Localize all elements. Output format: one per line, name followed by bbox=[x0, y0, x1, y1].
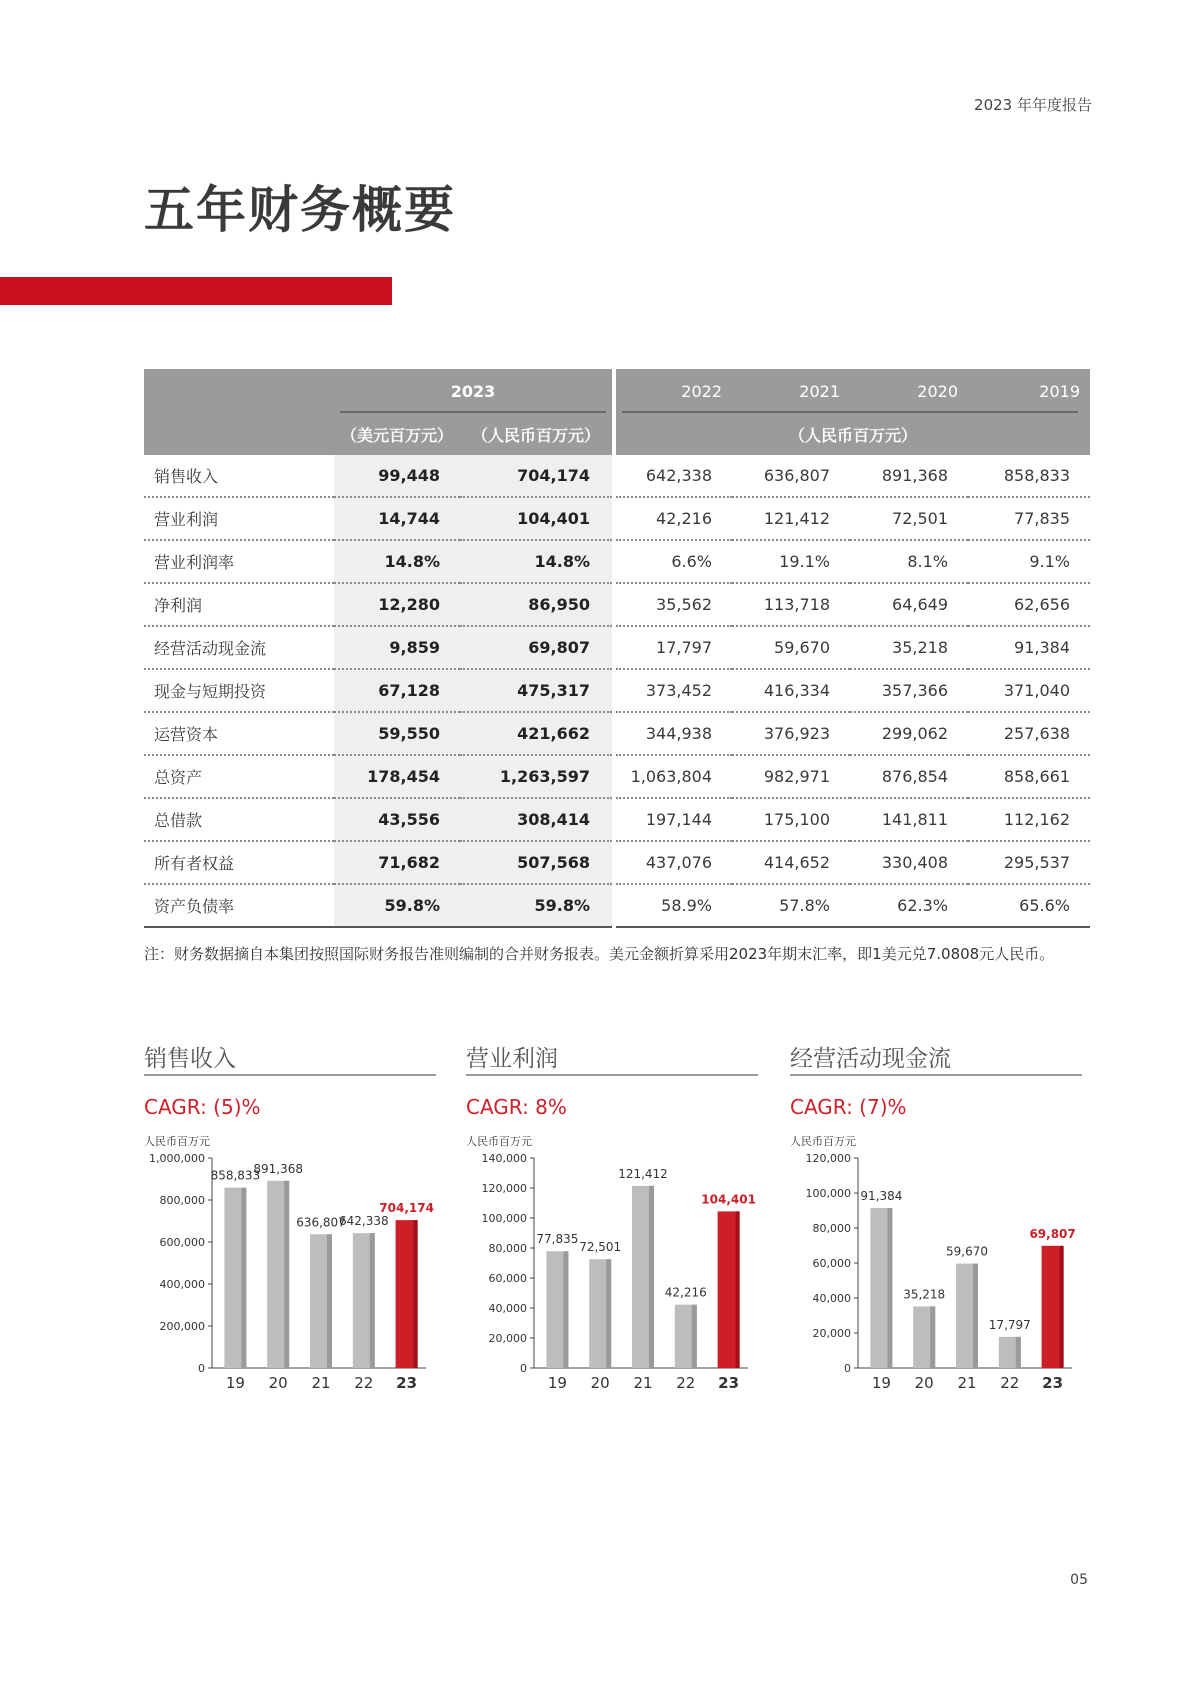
cell-2023: 86,950 bbox=[460, 583, 614, 626]
bar-shade bbox=[606, 1259, 611, 1368]
row-label: 总资产 bbox=[144, 755, 334, 798]
x-tick-label: 19 bbox=[225, 1374, 245, 1392]
bar-shade bbox=[370, 1233, 375, 1368]
cell-value: 858,833 bbox=[968, 455, 1090, 497]
financial-summary-table bbox=[144, 369, 1090, 928]
year-2023-header: 2023 bbox=[334, 369, 614, 413]
y-tick-label: 100,000 bbox=[805, 1187, 851, 1200]
cell-value: 858,661 bbox=[968, 755, 1090, 798]
cell-value: 257,638 bbox=[968, 712, 1090, 755]
cell-2023: 67,128 bbox=[334, 669, 460, 712]
row-label: 经营活动现金流 bbox=[144, 626, 334, 669]
bar-shade bbox=[241, 1188, 246, 1368]
chart-title: 销售收入 bbox=[144, 1046, 236, 1072]
cell-2023: 308,414 bbox=[460, 798, 614, 841]
year-header: 2019 bbox=[968, 369, 1090, 413]
cell-value: 77,835 bbox=[968, 497, 1090, 540]
cell-2023: 14,744 bbox=[334, 497, 460, 540]
cell-value: 299,062 bbox=[850, 712, 968, 755]
page-title: 五年财务概要 bbox=[144, 181, 456, 239]
y-tick-label: 20,000 bbox=[488, 1332, 527, 1345]
cell-2023: 475,317 bbox=[460, 669, 614, 712]
unit-rmb: （人民币百万元） bbox=[460, 413, 614, 455]
cell-2023: 12,280 bbox=[334, 583, 460, 626]
chart-operating-cash-flow bbox=[790, 1040, 1082, 1420]
value-label: 17,797 bbox=[988, 1317, 1031, 1332]
cell-value: 62.3% bbox=[850, 884, 968, 927]
unit-label: 人民币百万元 bbox=[466, 1135, 532, 1148]
x-tick-label: 21 bbox=[957, 1374, 977, 1392]
chart-title: 经营活动现金流 bbox=[790, 1046, 951, 1072]
x-tick-label: 21 bbox=[633, 1374, 653, 1392]
cell-value: 197,144 bbox=[614, 798, 732, 841]
footnote: 注：财务数据摘自本集团按照国际财务报告准则编制的合并财务报表。美元金额折算采用2023年期末汇率，即1美元兑7.0808元人民币。 bbox=[144, 945, 1055, 963]
table-header-units bbox=[144, 413, 1090, 455]
bar-shade bbox=[327, 1234, 332, 1368]
cell-value: 35,218 bbox=[850, 626, 968, 669]
row-label: 营业利润率 bbox=[144, 540, 334, 583]
year-header: 2020 bbox=[850, 369, 968, 413]
x-tick-label: 20 bbox=[268, 1374, 288, 1392]
value-label: 69,807 bbox=[1029, 1226, 1076, 1241]
unit-rmb-other: （人民币百万元） bbox=[614, 413, 1090, 455]
cell-value: 57.8% bbox=[732, 884, 850, 927]
cagr-label: CAGR: (5)% bbox=[144, 1095, 261, 1119]
value-label: 42,216 bbox=[664, 1285, 707, 1300]
cell-value: 642,338 bbox=[614, 455, 732, 497]
cell-2023: 43,556 bbox=[334, 798, 460, 841]
cell-value: 91,384 bbox=[968, 626, 1090, 669]
y-tick-label: 140,000 bbox=[481, 1152, 527, 1165]
table-row bbox=[144, 626, 1090, 669]
y-tick-label: 60,000 bbox=[488, 1272, 527, 1285]
cell-value: 35,562 bbox=[614, 583, 732, 626]
cell-value: 891,368 bbox=[850, 455, 968, 497]
value-label: 35,218 bbox=[903, 1287, 946, 1302]
cell-value: 982,971 bbox=[732, 755, 850, 798]
y-tick-label: 40,000 bbox=[812, 1292, 851, 1305]
bar-chart-svg bbox=[144, 1150, 436, 1390]
table-row bbox=[144, 669, 1090, 712]
year-header: 2022 bbox=[614, 369, 732, 413]
cell-value: 344,938 bbox=[614, 712, 732, 755]
cell-2023: 507,568 bbox=[460, 841, 614, 884]
row-label: 资产负债率 bbox=[144, 884, 334, 927]
y-tick-label: 120,000 bbox=[805, 1152, 851, 1165]
value-label: 91,384 bbox=[860, 1189, 903, 1204]
row-label: 营业利润 bbox=[144, 497, 334, 540]
value-label: 704,174 bbox=[379, 1201, 434, 1216]
bar-shade bbox=[973, 1264, 978, 1368]
table-row bbox=[144, 884, 1090, 927]
cell-value: 8.1% bbox=[850, 540, 968, 583]
y-tick-label: 80,000 bbox=[812, 1222, 851, 1235]
table-row bbox=[144, 712, 1090, 755]
y-tick-label: 100,000 bbox=[481, 1212, 527, 1225]
cell-value: 295,537 bbox=[968, 841, 1090, 884]
value-label: 77,835 bbox=[536, 1232, 579, 1247]
value-label: 59,670 bbox=[946, 1244, 988, 1259]
value-label: 636,807 bbox=[296, 1215, 346, 1230]
cell-value: 357,366 bbox=[850, 669, 968, 712]
unit-usd: （美元百万元） bbox=[334, 413, 460, 455]
y-tick-label: 60,000 bbox=[812, 1257, 851, 1270]
cell-value: 65.6% bbox=[968, 884, 1090, 927]
cell-value: 59,670 bbox=[732, 626, 850, 669]
bar-chart-svg bbox=[466, 1150, 758, 1390]
y-tick-label: 1,000,000 bbox=[149, 1152, 205, 1165]
y-tick-label: 0 bbox=[520, 1362, 527, 1375]
y-tick-label: 600,000 bbox=[159, 1236, 205, 1249]
cell-2023: 178,454 bbox=[334, 755, 460, 798]
report-header: 2023 年年度报告 bbox=[974, 96, 1092, 114]
cell-value: 414,652 bbox=[732, 841, 850, 884]
cell-2023: 104,401 bbox=[460, 497, 614, 540]
cell-2023: 99,448 bbox=[334, 455, 460, 497]
table-row bbox=[144, 455, 1090, 497]
cell-value: 876,854 bbox=[850, 755, 968, 798]
y-tick-label: 120,000 bbox=[481, 1182, 527, 1195]
x-tick-label: 22 bbox=[676, 1374, 696, 1392]
cell-value: 42,216 bbox=[614, 497, 732, 540]
x-tick-label: 23 bbox=[1042, 1374, 1064, 1392]
cell-2023: 59.8% bbox=[334, 884, 460, 927]
bar-shade bbox=[1060, 1246, 1064, 1368]
cell-value: 330,408 bbox=[850, 841, 968, 884]
value-label: 72,501 bbox=[579, 1240, 622, 1255]
cell-value: 437,076 bbox=[614, 841, 732, 884]
cell-value: 72,501 bbox=[850, 497, 968, 540]
cagr-label: CAGR: 8% bbox=[466, 1095, 567, 1119]
row-label: 运营资本 bbox=[144, 712, 334, 755]
y-tick-label: 80,000 bbox=[488, 1242, 527, 1255]
bar-shade bbox=[649, 1186, 654, 1368]
y-tick-label: 200,000 bbox=[159, 1320, 205, 1333]
row-label: 所有者权益 bbox=[144, 841, 334, 884]
x-tick-label: 23 bbox=[718, 1374, 740, 1392]
bar-shade bbox=[736, 1211, 740, 1368]
table-body bbox=[144, 455, 1090, 927]
cell-value: 1,063,804 bbox=[614, 755, 732, 798]
cell-value: 141,811 bbox=[850, 798, 968, 841]
y-tick-label: 20,000 bbox=[812, 1327, 851, 1340]
cell-value: 416,334 bbox=[732, 669, 850, 712]
value-label: 858,833 bbox=[210, 1168, 261, 1183]
cell-value: 64,649 bbox=[850, 583, 968, 626]
cell-2023: 69,807 bbox=[460, 626, 614, 669]
row-label: 总借款 bbox=[144, 798, 334, 841]
table-row bbox=[144, 583, 1090, 626]
cell-2023: 9,859 bbox=[334, 626, 460, 669]
cell-value: 175,100 bbox=[732, 798, 850, 841]
unit-label: 人民币百万元 bbox=[790, 1135, 856, 1148]
cell-2023: 59.8% bbox=[460, 884, 614, 927]
x-tick-label: 19 bbox=[871, 1374, 891, 1392]
accent-bar bbox=[0, 277, 392, 305]
cell-2023: 14.8% bbox=[460, 540, 614, 583]
x-tick-label: 20 bbox=[914, 1374, 934, 1392]
cell-2023: 1,263,597 bbox=[460, 755, 614, 798]
value-label: 891,368 bbox=[253, 1161, 304, 1176]
chart-title: 营业利润 bbox=[466, 1046, 558, 1072]
bar-shade bbox=[284, 1181, 289, 1368]
chart-divider bbox=[144, 1074, 436, 1076]
x-tick-label: 21 bbox=[311, 1374, 331, 1392]
cell-value: 636,807 bbox=[732, 455, 850, 497]
value-label: 104,401 bbox=[701, 1192, 756, 1207]
x-tick-label: 19 bbox=[547, 1374, 567, 1392]
table-row bbox=[144, 798, 1090, 841]
bar-shade bbox=[563, 1251, 568, 1368]
bar-shade bbox=[414, 1220, 418, 1368]
cell-value: 62,656 bbox=[968, 583, 1090, 626]
cell-value: 6.6% bbox=[614, 540, 732, 583]
cell-value: 121,412 bbox=[732, 497, 850, 540]
table-header-years bbox=[144, 369, 1090, 413]
cell-value: 58.9% bbox=[614, 884, 732, 927]
table-row bbox=[144, 755, 1090, 798]
value-label: 642,338 bbox=[338, 1214, 389, 1229]
table-row bbox=[144, 540, 1090, 583]
cell-value: 373,452 bbox=[614, 669, 732, 712]
cell-value: 371,040 bbox=[968, 669, 1090, 712]
cell-2023: 704,174 bbox=[460, 455, 614, 497]
x-tick-label: 22 bbox=[1000, 1374, 1020, 1392]
cell-2023: 59,550 bbox=[334, 712, 460, 755]
value-label: 121,412 bbox=[618, 1166, 668, 1181]
chart-sales-revenue bbox=[144, 1040, 436, 1420]
bar-shade bbox=[1016, 1337, 1021, 1368]
year-header: 2021 bbox=[732, 369, 850, 413]
cagr-label: CAGR: (7)% bbox=[790, 1095, 907, 1119]
y-tick-label: 40,000 bbox=[488, 1302, 527, 1315]
row-label: 现金与短期投资 bbox=[144, 669, 334, 712]
chart-operating-profit bbox=[466, 1040, 758, 1420]
chart-divider bbox=[790, 1074, 1082, 1076]
table-row bbox=[144, 841, 1090, 884]
bar-chart-svg bbox=[790, 1150, 1082, 1390]
table-row bbox=[144, 497, 1090, 540]
cell-2023: 421,662 bbox=[460, 712, 614, 755]
row-label: 净利润 bbox=[144, 583, 334, 626]
x-tick-label: 20 bbox=[590, 1374, 610, 1392]
cell-value: 19.1% bbox=[732, 540, 850, 583]
cell-value: 9.1% bbox=[968, 540, 1090, 583]
cell-2023: 71,682 bbox=[334, 841, 460, 884]
page-number: 05 bbox=[1070, 1572, 1088, 1588]
x-tick-label: 23 bbox=[396, 1374, 418, 1392]
y-tick-label: 0 bbox=[198, 1362, 205, 1375]
bar-shade bbox=[692, 1305, 697, 1368]
chart-divider bbox=[466, 1074, 758, 1076]
bar-shade bbox=[930, 1306, 935, 1368]
cell-value: 17,797 bbox=[614, 626, 732, 669]
cell-value: 376,923 bbox=[732, 712, 850, 755]
cell-value: 112,162 bbox=[968, 798, 1090, 841]
y-tick-label: 400,000 bbox=[159, 1278, 205, 1291]
y-tick-label: 800,000 bbox=[159, 1194, 205, 1207]
bar-shade bbox=[887, 1208, 892, 1368]
unit-label: 人民币百万元 bbox=[144, 1135, 210, 1148]
y-tick-label: 0 bbox=[844, 1362, 851, 1375]
cell-value: 113,718 bbox=[732, 583, 850, 626]
x-tick-label: 22 bbox=[354, 1374, 374, 1392]
cell-2023: 14.8% bbox=[334, 540, 460, 583]
row-label: 销售收入 bbox=[144, 455, 334, 497]
